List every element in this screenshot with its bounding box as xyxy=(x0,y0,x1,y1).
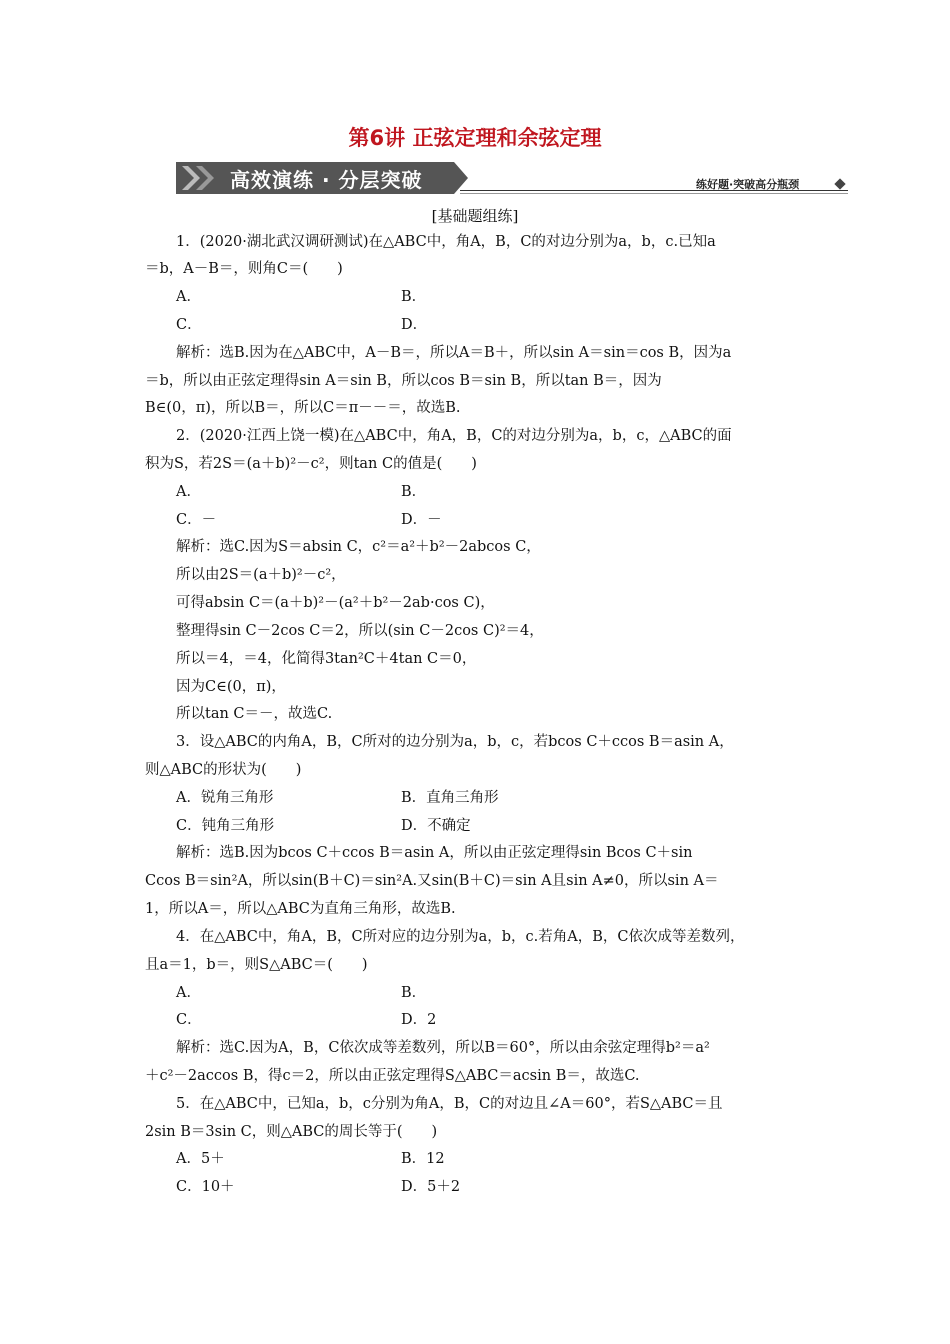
text-line: 2．(2020·江西上饶一模)在△ABC中，角A，B，C的对边分别为a，b，c，△ABC的面 xyxy=(176,428,732,444)
text-line: 3．设△ABC的内角A，B，C所对的边分别为a，b，c，若bcos C＋ccos B＝asin A， xyxy=(176,734,734,750)
option: D．5＋2 xyxy=(401,1179,461,1195)
option: D．不确定 xyxy=(401,818,471,834)
banner-left: 高效演练 xyxy=(230,168,314,192)
option: C．－ xyxy=(176,512,217,528)
option: C．钝角三角形 xyxy=(176,818,275,834)
text-line: 解析：选C.因为A，B，C依次成等差数列，所以B＝60°，所以由余弦定理得b²＝a² xyxy=(176,1040,710,1056)
tagline: 练好题·突破高分瓶颈 xyxy=(696,178,800,191)
header-rule-secondary xyxy=(460,193,848,194)
option: A． xyxy=(176,289,201,305)
option: B． xyxy=(401,289,427,305)
option: B．12 xyxy=(401,1151,445,1167)
option: B． xyxy=(401,484,427,500)
text-line: 2sin B＝3sin C，则△ABC的周长等于( ) xyxy=(145,1124,438,1140)
text-line: 因为C∈(0，π)， xyxy=(176,679,286,695)
section-heading: [基础题组练] xyxy=(431,207,519,225)
text-line: 1，所以A＝，所以△ABC为直角三角形，故选B. xyxy=(145,901,456,917)
text-line: ＝b，所以由正弦定理得sin A＝sin B，所以cos B＝sin B，所以tan B＝，因为 xyxy=(145,373,662,389)
banner-right: 分层突破 xyxy=(338,168,423,192)
option: A．5＋ xyxy=(176,1151,225,1167)
text-line: 所以tan C＝－，故选C. xyxy=(176,706,333,722)
text-line: 1．(2020·湖北武汉调研测试)在△ABC中，角A，B，C的对边分别为a，b，c.已知a xyxy=(176,234,716,250)
text-line: 所以由2S＝(a＋b)²－c²， xyxy=(176,567,346,583)
text-line: 积为S，若2S＝(a＋b)²－c²，则tan C的值是( ) xyxy=(145,456,477,472)
text-line: 整理得sin C－2cos C＝2，所以(sin C－2cos C)²＝4， xyxy=(176,623,544,639)
option: A． xyxy=(176,484,201,500)
text-line: 解析：选B.因为bcos C＋ccos B＝asin A，所以由正弦定理得sin Bcos C＋sin xyxy=(176,845,693,861)
option: A．锐角三角形 xyxy=(176,790,274,806)
diamond-icon xyxy=(834,178,845,189)
option: C． xyxy=(176,317,202,333)
lesson-title: 第6讲 正弦定理和余弦定理 xyxy=(348,126,602,150)
option: B．直角三角形 xyxy=(401,790,499,806)
text-line: Ccos B＝sin²A，所以sin(B＋C)＝sin²A.又sin(B＋C)＝sin A且sin A≠0，所以sin A＝ xyxy=(145,873,719,889)
option: B． xyxy=(401,985,427,1001)
option: C．10＋ xyxy=(176,1179,235,1195)
text-line: 5．在△ABC中，已知a，b，c分别为角A，B，C的对边且∠A＝60°，若S△ABC＝且 xyxy=(176,1096,723,1112)
text-line: ＝b，A－B＝，则角C＝( ) xyxy=(145,261,343,277)
text-line: 4．在△ABC中，角A，B，C所对应的边分别为a，b，c.若角A，B，C依次成等差数列， xyxy=(176,929,745,945)
text-line: 则△ABC的形状为( ) xyxy=(145,762,302,778)
text-line: 且a＝1，b＝，则S△ABC＝( ) xyxy=(145,957,368,973)
banner-label xyxy=(230,164,423,193)
text-line: 解析：选B.因为在△ABC中，A－B＝，所以A＝B＋，所以sin A＝sin＝cos B，因为a xyxy=(176,345,732,361)
banner-dot: · xyxy=(321,168,331,192)
text-line: 解析：选C.因为S＝absin C，c²＝a²＋b²－2abcos C， xyxy=(176,539,541,555)
option: D． xyxy=(401,317,428,333)
option: A． xyxy=(176,985,201,1001)
text-line: ＋c²－2accos B，得c＝2，所以由正弦定理得S△ABC＝acsin B＝，故选C. xyxy=(145,1068,640,1084)
text-line: 所以＝4，＝4，化简得3tan²C＋4tan C＝0， xyxy=(176,651,477,667)
option: C． xyxy=(176,1012,202,1028)
option: D．－ xyxy=(401,512,442,528)
text-line: B∈(0，π)，所以B＝，所以C＝π－－＝，故选B. xyxy=(145,400,461,416)
option: D．2 xyxy=(401,1012,437,1028)
text-line: 可得absin C＝(a＋b)²－(a²＋b²－2ab·cos C)， xyxy=(176,595,495,611)
